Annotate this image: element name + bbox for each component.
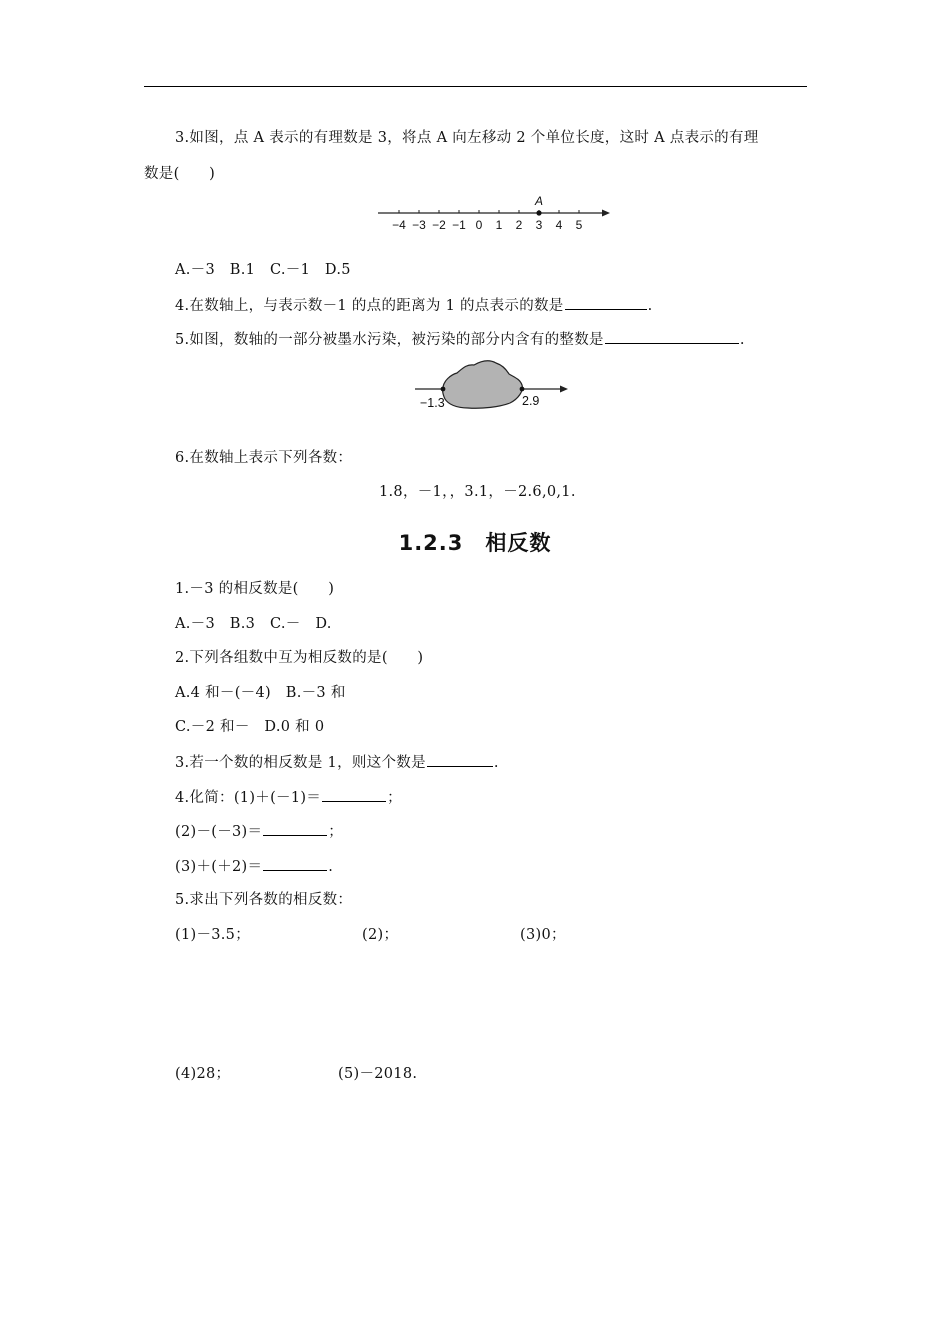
left-endpoint-dot [441,387,446,392]
section-title: 1.2.3 相反数 [398,531,552,555]
s4-answer-blank-3[interactable] [263,856,327,871]
number-line-tick-label: −1 [452,218,466,232]
s1-options: A.－3 B.3 C.－ D. [175,616,332,632]
q4-text: 4.在数轴上，与表示数－1 的点的距离为 1 的点表示的数是 [175,298,564,314]
s4-line3 [175,856,333,877]
number-line-tick-label: 4 [555,218,563,232]
q4-end: . [647,298,653,314]
point-a-dot [536,210,541,215]
ink-stain [443,361,523,408]
s5-item-1: (1)－3.5； [175,927,250,943]
number-line-tick-label: −3 [412,218,426,232]
number-line-tick-label: 2 [515,218,523,232]
number-line-figure [370,192,620,237]
s5-text: 5.求出下列各数的相反数： [175,892,353,908]
ink-stain-figure [410,355,575,415]
q5-text: 5.如图，数轴的一部分被墨水污染，被污染的部分内含有的整数是 [175,332,604,348]
s5-item-2: (2)； [362,927,399,943]
q3-options: A.－3 B.1 C.－1 D.5 [175,262,351,278]
s4-end3: . [328,859,334,875]
q5-answer-blank[interactable] [605,329,739,344]
s4-end1: ； [387,790,402,806]
q5-line [175,329,745,350]
q4-line [175,295,653,316]
number-line-tick-label: 1 [495,218,503,232]
right-endpoint-dot [520,387,525,392]
s4-item2: (2)－(－3)＝ [175,824,263,840]
s3-answer-blank[interactable] [427,752,493,767]
s3-line [175,752,499,773]
s1-text: 1.－3 的相反数是( ) [175,581,335,597]
left-label: −1.3 [420,396,445,410]
s5-item-3: (3)0； [520,927,566,943]
q4-answer-blank[interactable] [565,295,647,310]
s4-line2 [175,821,343,842]
right-label: 2.9 [522,394,540,408]
s5-item-5: (5)－2018. [338,1066,418,1082]
s4-end2: ； [328,824,344,840]
q3-line2: 数是( ) [144,166,216,182]
number-line-tick-label: 0 [475,218,483,232]
s3-end: . [493,755,499,771]
number-line-arrow [602,210,610,217]
header-rule [144,86,807,87]
point-a-label: A [535,194,544,208]
s2-options-1: A.4 和－(－4) B.－3 和 [175,685,346,701]
q6-text: 6.在数轴上表示下列各数： [175,450,353,466]
s3-text: 3.若一个数的相反数是 1，则这个数是 [175,755,426,771]
s2-options-2: C.－2 和－ D.0 和 0 [175,719,325,735]
s4-answer-blank-2[interactable] [263,821,327,836]
stain-axis-arrow [560,386,568,393]
s4-text: 4.化简：(1)＋(－1)＝ [175,790,322,806]
number-line-tick-label: 5 [575,218,583,232]
s4-answer-blank-1[interactable] [322,787,386,802]
q5-end: . [739,332,745,348]
s5-item-4: (4)28； [175,1066,231,1082]
s4-item3: (3)＋(＋2)＝ [175,859,263,875]
s4-line1 [175,787,402,808]
number-line-tick-label: −2 [432,218,446,232]
s2-text: 2.下列各组数中互为相反数的是( ) [175,650,424,666]
number-line-tick-label: −4 [392,218,406,232]
q3-line1: 3.如图，点 A 表示的有理数是 3，将点 A 向左移动 2 个单位长度，这时 A 点表示的有理 [175,130,759,146]
q6-numbers: 1.8，－1，，3.1，－2.6,0,1. [379,484,576,500]
number-line-tick-label: 3 [535,218,543,232]
